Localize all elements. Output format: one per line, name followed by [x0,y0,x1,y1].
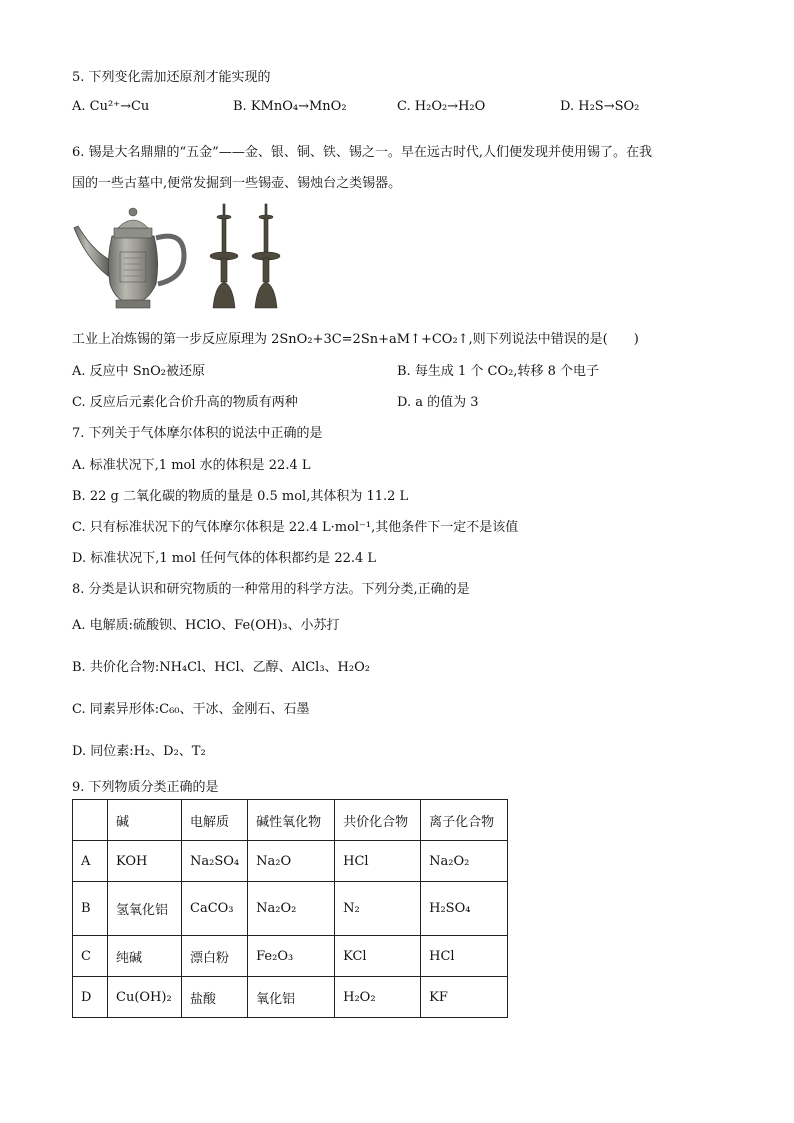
q7-option-b [72,485,408,504]
option-label: D. [560,99,575,114]
option-text: 电解质:硫酸钡、HClO、Fe(OH)₃、小苏打 [89,618,340,633]
q5-option-c [397,99,485,114]
table-cell: Cu(OH)₂ [108,977,182,1018]
table-row [73,977,508,1018]
option-text: 每生成 1 个 CO₂,转移 8 个电子 [414,364,599,379]
option-label: C. [72,702,86,717]
q6-option-c [72,391,298,410]
table-cell: 纯碱 [108,936,182,977]
option-text: 标准状况下,1 mol 任何气体的体积都约是 22.4 L [90,551,377,566]
table-cell: N₂ [335,882,421,936]
q5-option-d [560,99,639,114]
option-text: 共价化合物:NH₄Cl、HCl、乙醇、AlCl₃、H₂O₂ [89,660,370,675]
candlestick-icon [205,200,285,312]
table-cell: KOH [108,841,182,882]
option-label: C. [72,395,86,410]
q8-option-d [72,740,206,759]
table-cell: 氧化铝 [248,977,335,1018]
option-label: C. [397,99,411,114]
teapot-icon [72,200,192,312]
option-label: A. [72,618,86,633]
q8-option-a [72,614,340,633]
option-text: H₂O₂→H₂O [414,99,486,114]
table-header-row [73,800,508,841]
table-cell: Fe₂O₃ [248,936,335,977]
q5-option-a [72,99,149,114]
option-label: D. [72,551,87,566]
option-text: a 的值为 3 [415,395,479,410]
q7-option-c [72,516,518,535]
option-text: H₂S→SO₂ [578,99,640,114]
q7-option-a [72,454,311,473]
classification-table [72,799,508,1018]
table-header-cell [73,800,108,841]
q7-stem: 7. 下列关于气体摩尔体积的说法中正确的是 [72,426,323,441]
table-cell: A [73,841,108,882]
option-text: KMnO₄→MnO₂ [250,99,347,114]
table-cell: 氢氧化铝 [108,882,182,936]
option-label: A. [72,99,86,114]
table-cell: Na₂O [248,841,335,882]
table-cell: D [73,977,108,1018]
q6-option-d [397,391,479,410]
table-cell: 盐酸 [182,977,248,1018]
table-header-cell: 离子化合物 [421,800,508,841]
table-cell: KCl [335,936,421,977]
q5-stem: 5. 下列变化需加还原剂才能实现的 [72,70,271,85]
option-label: C. [72,520,86,535]
option-text: Cu²⁺→Cu [89,99,150,114]
option-label: A. [72,364,86,379]
q8-stem: 8. 分类是认识和研究物质的一种常用的科学方法。下列分类,正确的是 [72,582,470,597]
table-header-cell: 电解质 [182,800,248,841]
option-text: 标准状况下,1 mol 水的体积是 22.4 L [89,458,311,473]
table-cell: Na₂O₂ [421,841,508,882]
option-text: 同位素:H₂、D₂、T₂ [90,744,206,759]
table-header-cell: 碱 [108,800,182,841]
table-header-cell: 碱性氧化物 [248,800,335,841]
table-cell: B [73,882,108,936]
table-cell: HCl [421,936,508,977]
option-text: 同素异形体:C₆₀、干冰、金刚石、石墨 [89,702,310,717]
q6-stem-line3: 工业上冶炼锡的第一步反应原理为 2SnO₂+3C=2Sn+aM↑+CO₂↑,则下列说法中错误的是( ) [72,332,639,347]
option-label: D. [397,395,412,410]
table-cell: Na₂O₂ [248,882,335,936]
option-label: B. [397,364,411,379]
teapot-image [72,200,192,312]
table-cell: H₂SO₄ [421,882,508,936]
table-cell: C [73,936,108,977]
option-text: 反应中 SnO₂被还原 [89,364,205,379]
q9-stem: 9. 下列物质分类正确的是 [72,780,219,795]
q6-stem-line1: 6. 锡是大名鼎鼎的“五金”——金、银、铜、铁、锡之一。早在远古时代,人们便发现并使用锡了。在我 [72,145,652,160]
option-text: 22 g 二氧化碳的物质的量是 0.5 mol,其体积为 11.2 L [89,489,409,504]
table-cell: Na₂SO₄ [182,841,248,882]
table-cell: HCl [335,841,421,882]
option-label: A. [72,458,86,473]
q6-stem-line2: 国的一些古墓中,便常发掘到一些锡壶、锡烛台之类锡器。 [72,176,402,191]
option-text: 只有标准状况下的气体摩尔体积是 22.4 L·mol⁻¹,其他条件下一定不是该值 [89,520,519,535]
table-row [73,936,508,977]
table-row [73,841,508,882]
q7-option-d [72,547,376,566]
q8-option-b [72,656,370,675]
table-header-cell: 共价化合物 [335,800,421,841]
table-cell: KF [421,977,508,1018]
table-cell: CaCO₃ [182,882,248,936]
option-label: B. [72,660,86,675]
q6-option-a [72,360,205,379]
option-label: B. [72,489,86,504]
table-cell: 漂白粉 [182,936,248,977]
q8-option-c [72,698,310,717]
q5-option-b [233,99,347,114]
q6-option-b [397,360,599,379]
option-text: 反应后元素化合价升高的物质有两种 [89,395,298,410]
option-label: D. [72,744,87,759]
option-label: B. [233,99,247,114]
table-row [73,882,508,936]
candlestick-image [205,200,285,312]
table-cell: H₂O₂ [335,977,421,1018]
